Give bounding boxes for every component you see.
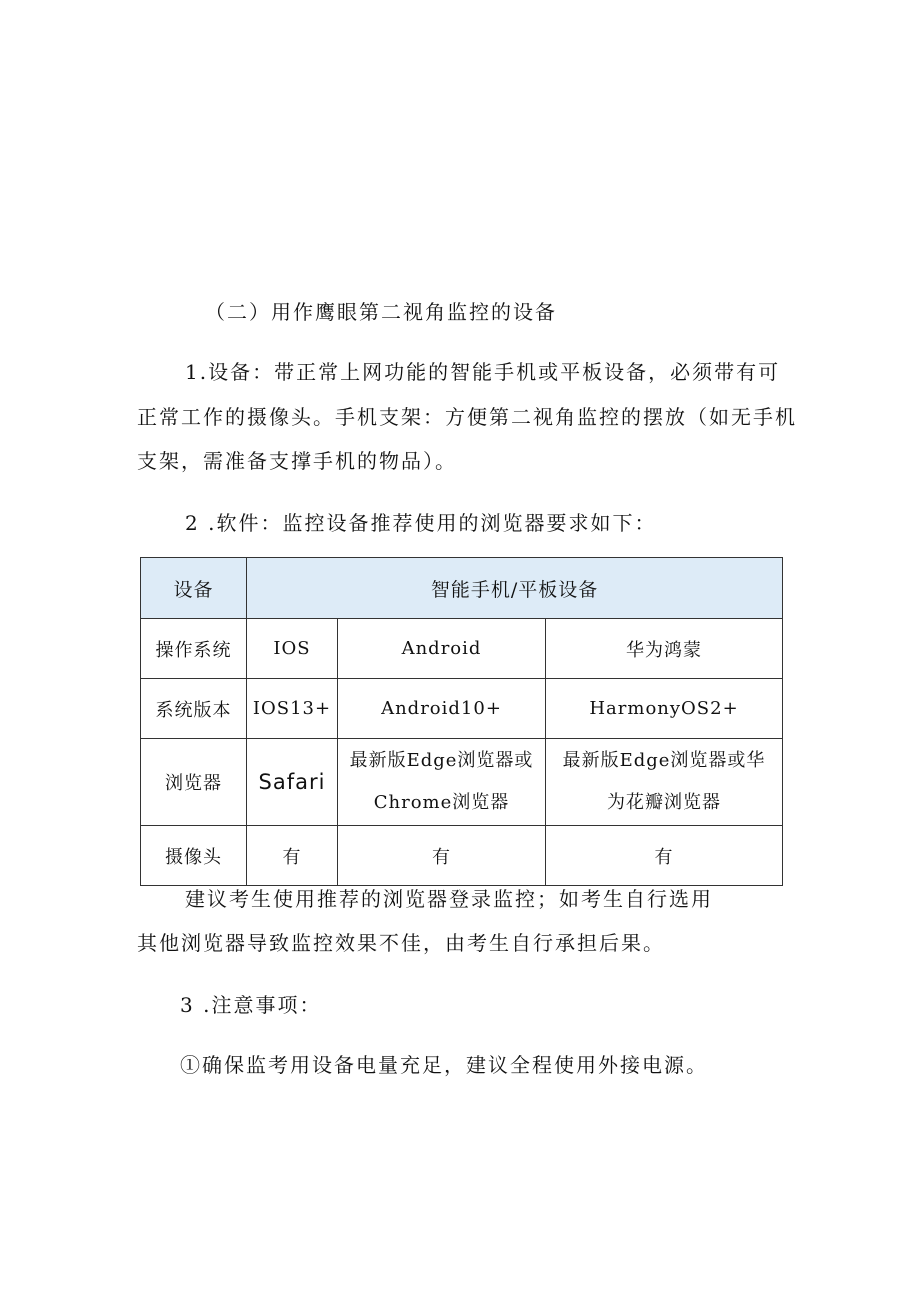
table-row bbox=[141, 619, 783, 679]
section-heading: （二）用作鹰眼第二视角监控的设备 bbox=[205, 300, 557, 324]
cell-android-version: Android10+ bbox=[338, 679, 546, 739]
cell-android-camera: 有 bbox=[338, 826, 546, 886]
row-label-browser: 浏览器 bbox=[141, 739, 247, 826]
header-smartphone-tablet-cell: 智能手机/平板设备 bbox=[247, 558, 783, 619]
browser-requirements-table bbox=[140, 557, 783, 886]
cell-harmony-browser bbox=[546, 739, 783, 826]
cell-android: Android bbox=[338, 619, 546, 679]
cell-ios-version: IOS13+ bbox=[247, 679, 338, 739]
cell-ios-browser: Safari bbox=[247, 739, 338, 826]
cell-harmony-version: HarmonyOS2+ bbox=[546, 679, 783, 739]
cell-ios-camera: 有 bbox=[247, 826, 338, 886]
recommendation-line-2: 其他浏览器导致监控效果不佳，由考生自行承担后果。 bbox=[137, 931, 665, 955]
android-browser-line-2: Chrome浏览器 bbox=[373, 792, 510, 813]
table-row bbox=[141, 826, 783, 886]
cell-ios: IOS bbox=[247, 619, 338, 679]
recommendation-line-1: 建议考生使用推荐的浏览器登录监控；如考生自行选用 bbox=[185, 887, 713, 911]
row-label-version: 系统版本 bbox=[141, 679, 247, 739]
harmony-browser-line-1: 最新版Edge浏览器或华 bbox=[562, 750, 766, 771]
table-header-row bbox=[141, 558, 783, 619]
cell-harmony: 华为鸿蒙 bbox=[546, 619, 783, 679]
android-browser-line-1: 最新版Edge浏览器或 bbox=[349, 750, 534, 771]
paragraph-1-line-3: 支架，需准备支撑手机的物品）。 bbox=[137, 449, 457, 473]
harmony-browser-line-2: 为花瓣浏览器 bbox=[607, 792, 722, 813]
cell-harmony-camera: 有 bbox=[546, 826, 783, 886]
row-label-os: 操作系统 bbox=[141, 619, 247, 679]
row-label-camera: 摄像头 bbox=[141, 826, 247, 886]
paragraph-4: ①确保监考用设备电量充足，建议全程使用外接电源。 bbox=[180, 1053, 708, 1077]
table-row bbox=[141, 679, 783, 739]
header-device-cell: 设备 bbox=[141, 558, 247, 619]
paragraph-2: 2 .软件：监控设备推荐使用的浏览器要求如下： bbox=[185, 511, 657, 535]
table-row bbox=[141, 739, 783, 826]
cell-android-browser bbox=[338, 739, 546, 826]
paragraph-3: 3 .注意事项： bbox=[180, 993, 322, 1017]
paragraph-1-line-1: 1.设备：带正常上网功能的智能手机或平板设备，必须带有可 bbox=[185, 360, 781, 384]
paragraph-1-line-2: 正常工作的摄像头。手机支架：方便第二视角监控的摆放（如无手机 bbox=[137, 405, 797, 429]
